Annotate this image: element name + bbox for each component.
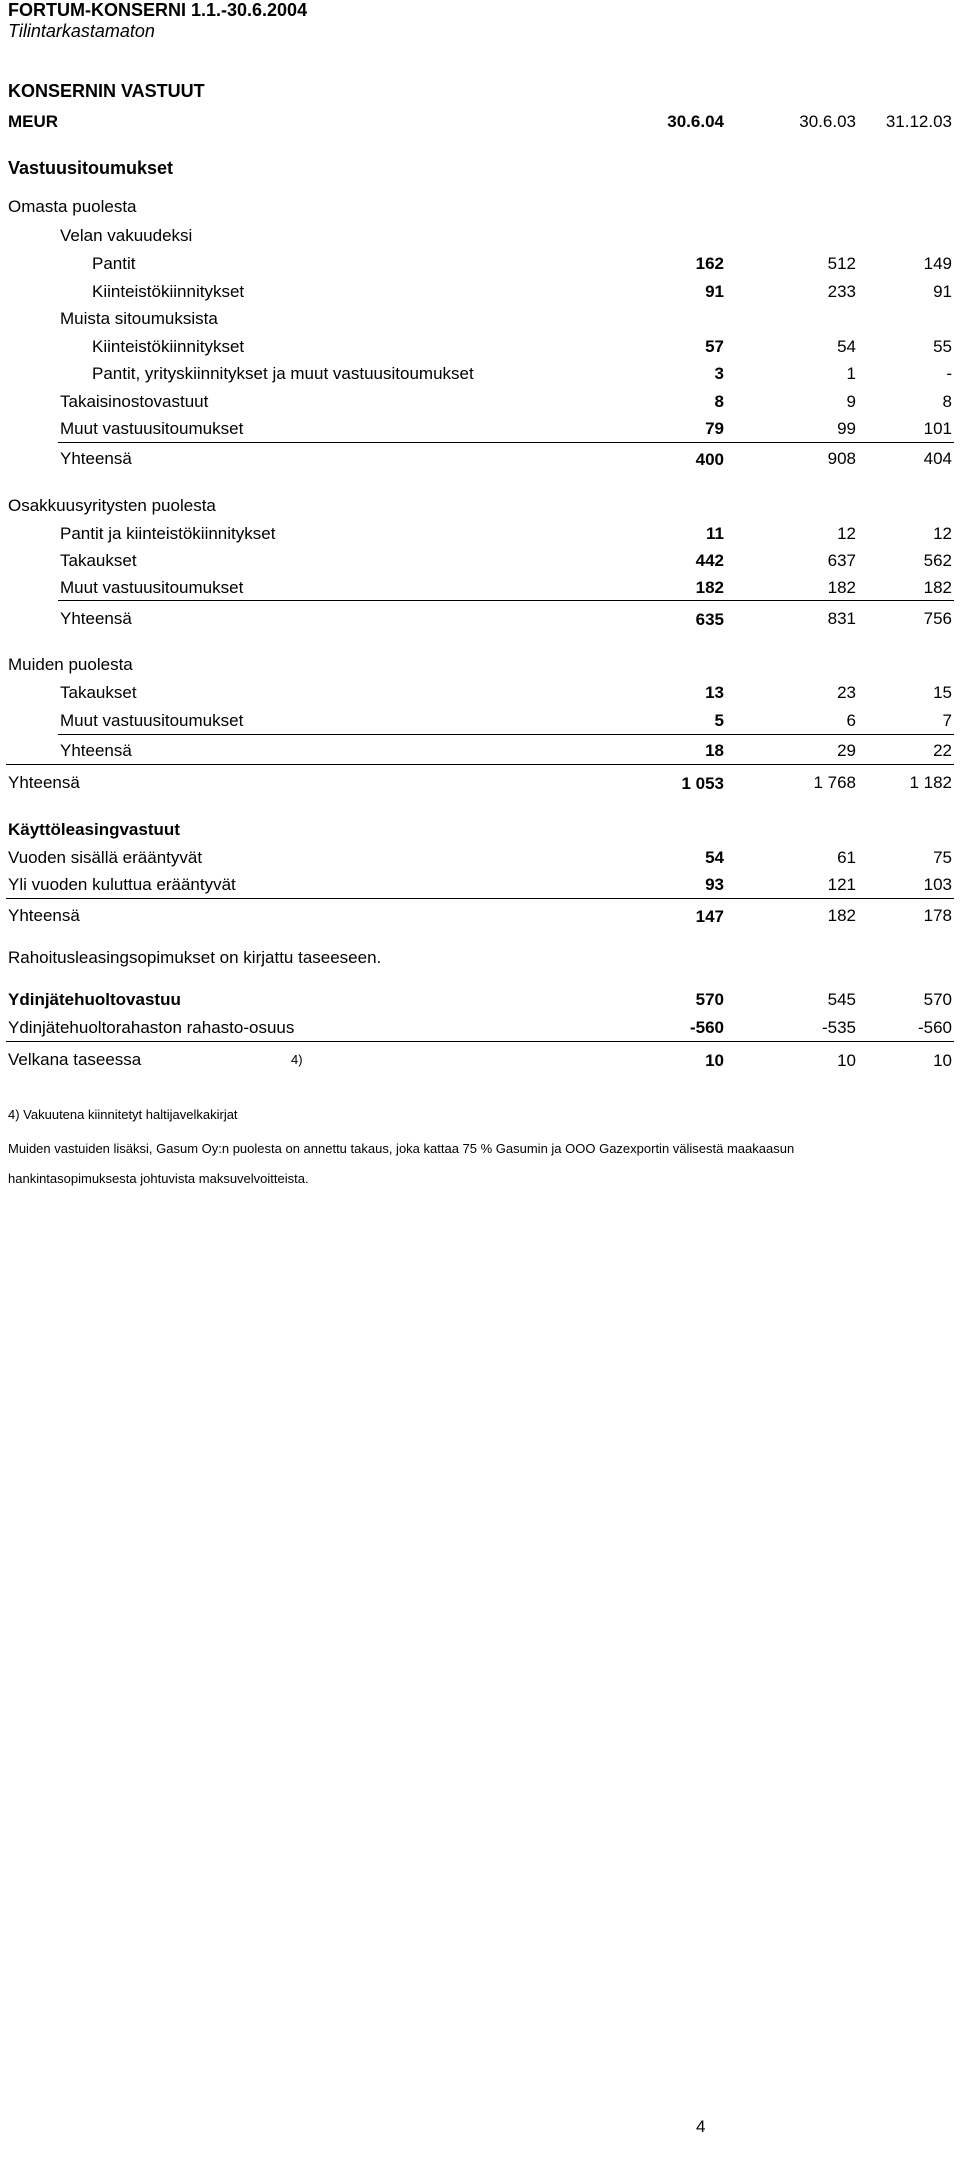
value-2004: 162 — [695, 254, 724, 273]
value-2003-h1: 233 — [827, 282, 856, 301]
value-2003-full: 1 182 — [909, 773, 952, 792]
row-label: Yli vuoden kuluttua erääntyvät — [8, 875, 236, 894]
row-label: Kiinteistökiinnitykset — [92, 282, 245, 301]
value-2004: 182 — [695, 578, 724, 597]
row-label: Pantit — [92, 254, 136, 273]
row-label: Muut vastuusitoumukset — [60, 419, 244, 438]
value-2003-h1: 9 — [846, 392, 856, 411]
row-label: Takaisinostovastuut — [60, 392, 209, 411]
value-2004: 54 — [705, 848, 724, 867]
value-2003-h1: 121 — [827, 875, 856, 894]
section-title: KONSERNIN VASTUUT — [8, 81, 205, 101]
value-2003-full: 756 — [923, 609, 952, 628]
value-2003-h1: 182 — [827, 906, 856, 925]
subtotal-rule — [58, 442, 954, 443]
value-2003-h1: 29 — [837, 741, 856, 760]
document-subtitle: Tilintarkastamaton — [8, 21, 155, 41]
unit-label: MEUR — [8, 112, 59, 131]
subtotal-label: Yhteensä — [60, 741, 132, 760]
subtotal-rule — [58, 734, 954, 735]
total-rule — [6, 764, 954, 765]
value-2003-full: 182 — [923, 578, 952, 597]
heading-own-behalf: Omasta puolesta — [8, 197, 137, 216]
value-2004: 91 — [705, 282, 724, 301]
value-2004: -560 — [689, 1018, 724, 1037]
row-label: Velkana taseessa — [8, 1050, 142, 1069]
heading-other-commitments: Muista sitoumuksista — [60, 309, 218, 328]
footnote: 4) Vakuutena kiinnitetyt haltijavelkakirjat — [8, 1107, 238, 1122]
value-2003-full: 101 — [923, 419, 952, 438]
subtotal-label: Yhteensä — [8, 906, 80, 925]
column-header-2003-h1: 30.6.03 — [799, 112, 856, 131]
value-2003-full: 55 — [933, 337, 952, 356]
row-label: Takaukset — [60, 683, 137, 702]
value-2003-h1: 23 — [837, 683, 856, 702]
value-2004: 79 — [705, 419, 724, 438]
value-2004: 1 053 — [681, 774, 724, 793]
page-number: 4 — [696, 2117, 706, 2136]
value-2003-h1: 12 — [837, 524, 856, 543]
column-header-2003-full: 31.12.03 — [885, 112, 952, 131]
subtotal-label: Yhteensä — [60, 449, 132, 468]
value-2004: 442 — [695, 551, 724, 570]
value-2003-h1: 10 — [837, 1051, 856, 1070]
total-label: Yhteensä — [8, 773, 80, 792]
value-2003-full: 22 — [933, 741, 952, 760]
subtotal-rule — [6, 1041, 954, 1042]
heading-nuclear-waste: Ydinjätehuoltovastuu — [8, 990, 181, 1009]
row-label: Muut vastuusitoumukset — [60, 578, 244, 597]
value-2003-full: 103 — [923, 875, 952, 894]
subtotal-rule — [6, 898, 954, 899]
value-2003-h1: 831 — [827, 609, 856, 628]
row-label: Takaukset — [60, 551, 137, 570]
value-2003-h1: 512 — [827, 254, 856, 273]
finance-lease-note: Rahoitusleasingsopimukset on kirjattu taseeseen. — [8, 948, 382, 967]
value-2003-full: 12 — [933, 524, 952, 543]
value-2004: 8 — [714, 392, 724, 411]
value-2003-h1: 637 — [827, 551, 856, 570]
footnote-ref: 4) — [291, 1052, 303, 1067]
value-2003-h1: 1 768 — [813, 773, 856, 792]
row-label: Pantit ja kiinteistökiinnitykset — [60, 524, 276, 543]
value-2003-full: - — [946, 364, 952, 383]
value-2003-h1: 6 — [846, 711, 856, 730]
value-2004: 3 — [714, 364, 724, 383]
value-2004: 13 — [705, 683, 724, 702]
value-2004: 57 — [705, 337, 724, 356]
value-2003-full: 149 — [923, 254, 952, 273]
value-2003-full: 10 — [933, 1051, 952, 1070]
subtotal-rule — [58, 600, 954, 601]
value-2003-full: 15 — [933, 683, 952, 702]
value-2003-full: 8 — [942, 392, 952, 411]
value-2003-h1: -535 — [821, 1018, 856, 1037]
heading-commitments: Vastuusitoumukset — [8, 158, 174, 178]
value-2003-full: 7 — [942, 711, 952, 730]
value-2004: 400 — [695, 450, 724, 469]
value-2003-full: 91 — [933, 282, 952, 301]
row-label: Pantit, yrityskiinnitykset ja muut vastuusitoumukset — [92, 364, 474, 383]
value-2003-h1: 545 — [827, 990, 856, 1009]
heading-loan-collateral: Velan vakuudeksi — [60, 226, 193, 245]
heading-associates: Osakkuusyritysten puolesta — [8, 496, 216, 515]
value-2003-h1: 61 — [837, 848, 856, 867]
value-2003-full: 562 — [923, 551, 952, 570]
value-2003-full: 75 — [933, 848, 952, 867]
value-2003-full: 570 — [923, 990, 952, 1009]
value-2004: 18 — [705, 741, 724, 760]
value-2004: 5 — [714, 711, 724, 730]
value-2004: 10 — [705, 1051, 724, 1070]
row-label: Kiinteistökiinnitykset — [92, 337, 245, 356]
value-2003-full: -560 — [917, 1018, 952, 1037]
subtotal-label: Yhteensä — [60, 609, 132, 628]
value-2003-h1: 182 — [827, 578, 856, 597]
value-2003-h1: 908 — [827, 449, 856, 468]
row-label: Muut vastuusitoumukset — [60, 711, 244, 730]
value-2004: 93 — [705, 875, 724, 894]
value-2004: 570 — [695, 990, 724, 1009]
row-label: Vuoden sisällä erääntyvät — [8, 848, 203, 867]
heading-operating-leases: Käyttöleasingvastuut — [8, 820, 180, 839]
value-2003-h1: 1 — [846, 364, 856, 383]
value-2004: 147 — [695, 907, 724, 926]
value-2004: 635 — [695, 610, 724, 629]
value-2003-h1: 99 — [837, 419, 856, 438]
heading-others: Muiden puolesta — [8, 655, 133, 674]
value-2004: 11 — [706, 524, 724, 543]
value-2003-h1: 54 — [837, 337, 856, 356]
document-title: FORTUM-KONSERNI 1.1.-30.6.2004 — [8, 0, 308, 20]
row-label: Ydinjätehuoltorahaston rahasto-osuus — [8, 1018, 295, 1037]
footnote: hankintasopimuksesta johtuvista maksuvelvoitteista. — [8, 1171, 309, 1186]
column-header-2004: 30.6.04 — [667, 112, 724, 131]
value-2003-full: 404 — [923, 449, 952, 468]
footnote: Muiden vastuiden lisäksi, Gasum Oy:n puolesta on annettu takaus, joka kattaa 75 % Gasumin ja OOO Gazexportin välisestä maakaasun — [8, 1141, 795, 1156]
value-2003-full: 178 — [923, 906, 952, 925]
